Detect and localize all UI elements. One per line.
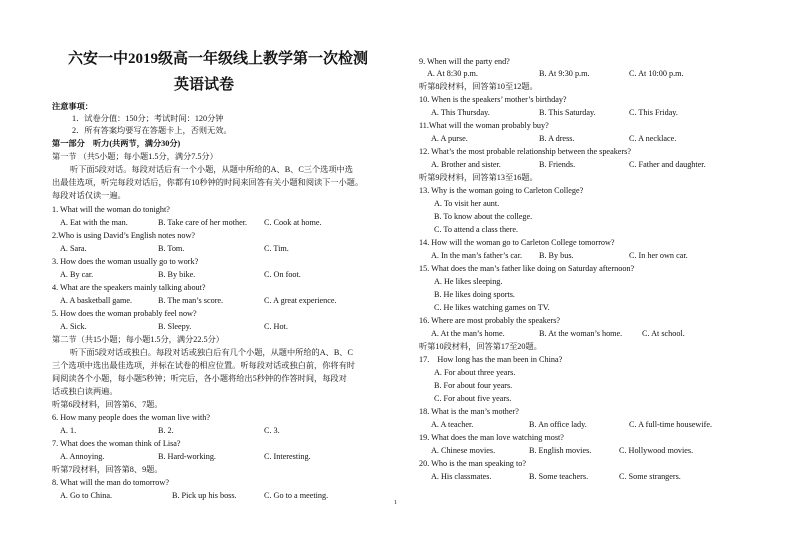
option-a: A. A purse. [431,134,468,143]
question-text: 10. When is the speakers’ mother’s birthday? [419,95,567,104]
material-intro: 听第9段材料，回答第13至16题。 [419,173,538,182]
option-b: B. By bus. [539,251,574,260]
instruction-line: 三个选项中选出最佳选项，并标在试卷的相应位置。听每段对话或独白前，你将有时 [52,361,355,370]
option-c: C. A full-time housewife. [629,420,713,429]
notes-heading: 注意事项： [52,102,93,111]
option-b: B. For about four years. [434,381,513,390]
option-b: B. Friends. [539,160,576,169]
option-a: A. In the man’s father’s car. [431,251,523,260]
option-a: A. Annoying. [60,452,105,461]
option-b: B. Pick up his boss. [172,491,237,500]
option-c: C. Cook at home. [264,218,322,227]
note-item: 2．所有答案均要写在答题卡上，否则无效。 [72,126,232,135]
question-text: 12. What’s the most probable relationship between the speakers? [419,147,631,156]
question-text: 14. How will the woman go to Carleton College tomorrow? [419,238,615,247]
option-b: B. He likes doing sports. [434,290,515,299]
part1-heading: 第一部分 听力(共两节，满分30分) [52,139,181,148]
material-intro: 听第10段材料，回答第17至20题。 [419,342,542,351]
instruction-line: 听下面5段对话。每段对话后有一个小题，从题中所给的A、B、C三个选项中选 [70,165,353,174]
material-intro: 听第7段材料，回答第8、9题。 [52,465,163,474]
option-a: A. At the man’s home. [431,329,505,338]
option-c: C. In her own car. [629,251,688,260]
question-text: 13. Why is the woman going to Carleton College? [419,186,584,195]
option-a: A. A teacher. [431,420,474,429]
section2-heading: 第二节（共15小题；每小题1.5分，满分22.5分） [52,335,224,344]
section1-heading: 第一节 （共5小题；每小题1.5分，满分7.5分） [52,152,218,161]
option-b: B. The man’s score. [158,296,224,305]
instruction-line: 话或独白读两遍。 [52,387,118,396]
option-b: B. This Saturday. [539,108,596,117]
question-text: 18. What is the man’s mother? [419,407,519,416]
question-text: 5. How does the woman probably feel now? [52,309,197,318]
question-text: 8. What will the man do tomorrow? [52,478,169,487]
instruction-line: 间阅读各个小题，每小题5秒钟；听完后，各小题将给出5秒钟的作答时间，每段对 [52,374,347,383]
option-c: C. A necklace. [629,134,677,143]
option-b: B. By bike. [158,270,196,279]
option-a: A. 1. [60,426,77,435]
option-c: C. For about five years. [434,394,512,403]
option-b: B. To know about the college. [434,212,533,221]
note-item: 1．试卷分值：150分；考试时间：120分钟 [72,114,224,123]
question-text: 11.What will the woman probably buy? [419,121,549,130]
option-a: A. Go to China. [60,491,113,500]
option-c: C. Interesting. [264,452,311,461]
option-b: B. Take care of her mother. [158,218,248,227]
option-a: A. To visit her aunt. [434,199,500,208]
option-b: B. An office lady. [529,420,587,429]
question-text: 9. When will the party end? [419,57,510,66]
option-b: B. Tom. [158,244,185,253]
option-a: A. Sick. [60,322,87,331]
option-c: C. A great experience. [264,296,337,305]
question-text: 1. What will the woman do tonight? [52,205,170,214]
option-c: C. 3. [264,426,280,435]
page-number: 1 [394,500,397,506]
option-c: C. Go to a meeting. [264,491,329,500]
option-a: A. He likes sleeping. [434,277,503,286]
option-a: A. Brother and sister. [431,160,501,169]
question-text: 15. What does the man’s father like doing on Saturday afternoon? [419,264,635,273]
question-text: 4. What are the speakers mainly talking about? [52,283,206,292]
question-text: 7. What does the woman think of Lisa? [52,439,181,448]
material-intro: 听第6段材料，回答第6、7题。 [52,400,163,409]
option-c: C. To attend a class there. [434,225,519,234]
question-text: 2.Who is using David’s English notes now? [52,231,196,240]
option-a: A. Eat with the man. [60,218,128,227]
option-a: A. By car. [60,270,94,279]
option-c: C. At 10:00 p.m. [629,69,684,78]
material-intro: 听第8段材料，回答第10至12题。 [419,82,538,91]
question-text: 6. How many people does the woman live with? [52,413,211,422]
option-b: B. 2. [158,426,174,435]
option-c: C. On foot. [264,270,301,279]
option-a: A. Sara. [60,244,87,253]
option-c: C. He likes watching games on TV. [434,303,550,312]
question-text: 20. Who is the man speaking to? [419,459,526,468]
option-a: A. This Thursday. [431,108,490,117]
instruction-line: 每段对话仅读一遍。 [52,191,126,200]
option-c: C. This Friday. [629,108,678,117]
option-a: A. His classmates. [431,472,492,481]
option-b: B. Hard-working. [158,452,216,461]
option-c: C. Some strangers. [619,472,681,481]
option-c: C. Hot. [264,322,288,331]
option-b: B. A dress. [539,134,575,143]
option-a: A. For about three years. [434,368,516,377]
question-text: 17. How long has the man been in China? [419,355,563,364]
option-a: A. At 8:30 p.m. [427,69,478,78]
option-b: B. Sleepy. [158,322,192,331]
option-a: A. Chinese movies. [431,446,496,455]
option-c: C. Hollywood movies. [619,446,694,455]
question-text: 19. What does the man love watching most? [419,433,564,442]
option-b: B. Some teachers. [529,472,589,481]
option-c: C. Father and daughter. [629,160,706,169]
exam-title: 六安一中2019级高一年级线上教学第一次检测 [68,51,369,67]
question-text: 16. Where are most probably the speakers? [419,316,561,325]
option-b: B. At the woman’s home. [539,329,623,338]
instruction-line: 出最佳选项，听完每段对话后，你都有10秒钟的时间来回答有关小题和阅读下一小题。 [52,178,364,187]
exam-subtitle: 英语试卷 [174,77,235,93]
option-b: B. English movies. [529,446,592,455]
question-text: 3. How does the woman usually go to work? [52,257,199,266]
instruction-line: 听下面5段对话或独白。每段对话或独白后有几个小题，从题中所给的A、B、C [70,348,353,357]
option-a: A. A basketball game. [60,296,133,305]
option-b: B. At 9:30 p.m. [539,69,590,78]
option-c: C. Tim. [264,244,289,253]
option-c: C. At school. [642,329,685,338]
